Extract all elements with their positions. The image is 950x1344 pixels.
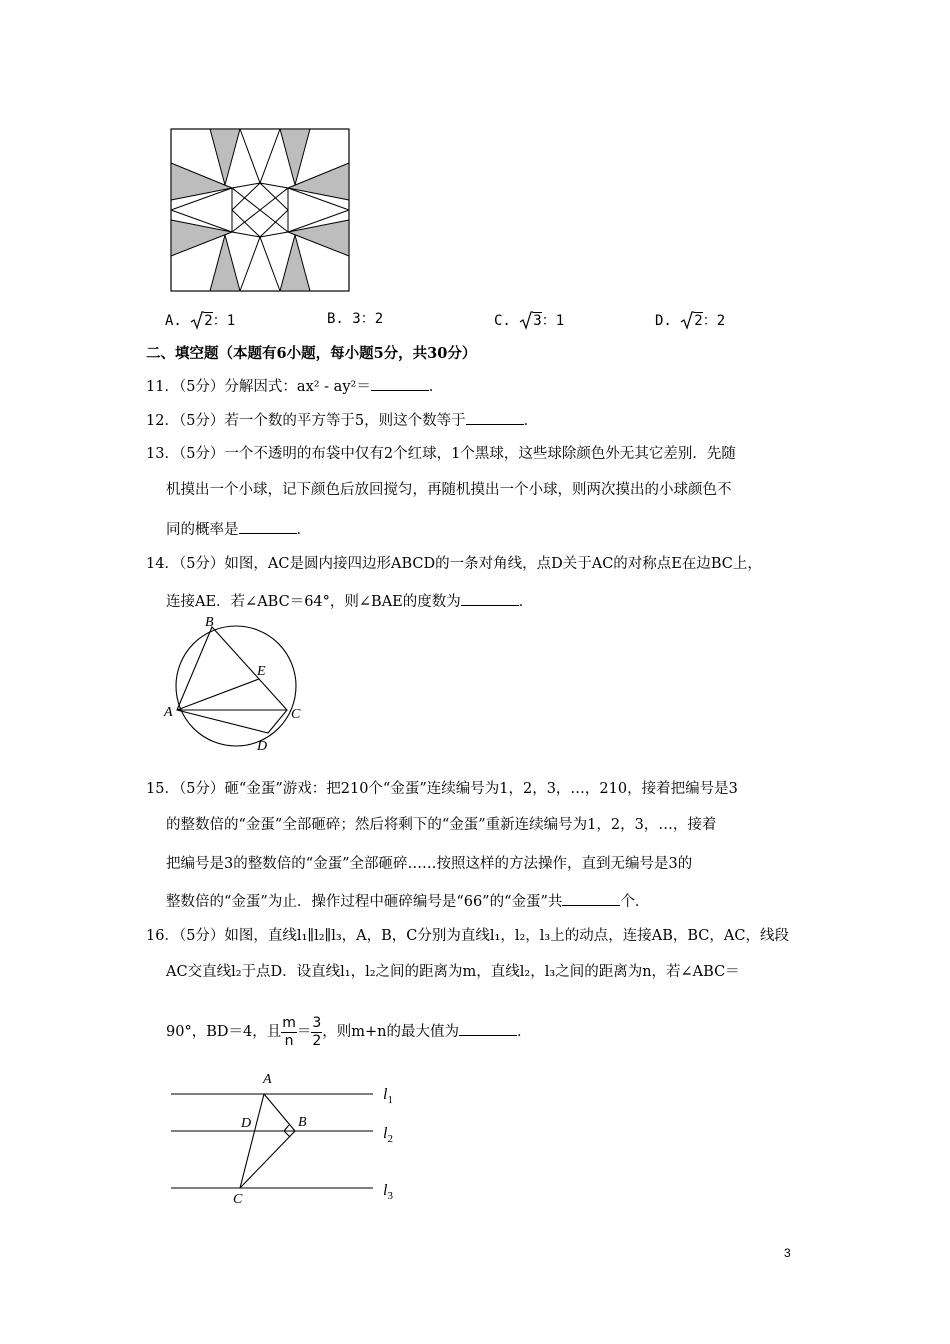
answer-blank[interactable]	[466, 410, 524, 425]
punct: ．	[428, 379, 444, 395]
answer-blank[interactable]	[461, 591, 519, 606]
question-15-line1	[146, 780, 738, 798]
question-number: 14．	[146, 556, 179, 572]
question-text: （5分）如图，AC是圆内接四边形ABCD的一条对角线，点D关于AC的对称点E在边BC上，	[178, 556, 762, 572]
question-15-line2: 的整数倍的“金蛋”全部砸碎；然后将剩下的“金蛋”重新连续编号为1，2，3，…，接着	[166, 817, 717, 833]
question-12	[146, 410, 538, 430]
page-number: 3	[784, 1246, 791, 1260]
answer-blank[interactable]	[239, 519, 297, 534]
frac-denominator: n	[284, 1032, 294, 1049]
question-number: 13．	[146, 446, 179, 462]
question-15-line4	[166, 891, 649, 911]
sqrt-icon	[519, 310, 533, 330]
question-text: ，则m+n的最大值为	[322, 1024, 460, 1040]
section-title: 二、填空题（本题有6小题，每小题5分，共30分）	[146, 345, 477, 362]
sqrt-radicand: 2	[204, 313, 213, 329]
choice-c-letter: C.	[494, 313, 511, 329]
question-text: （5分）砸“金蛋”游戏：把210个“金蛋”连续编号为1，2，3，…，210，接着把编号是3	[178, 781, 738, 797]
question-text: （5分）一个不透明的布袋中仅有2个红球，1个黑球，这些球除颜色外无其它差别．先随	[178, 446, 736, 462]
question-number: 12．	[146, 413, 179, 429]
label-l2: $l_2$	[383, 1125, 393, 1145]
choice-d	[655, 310, 725, 330]
question-text: 90°，BD＝4，且	[166, 1024, 282, 1040]
frac-numerator: 3	[312, 1014, 322, 1031]
frac-denominator: 2	[312, 1032, 322, 1049]
punct: ．	[517, 1024, 532, 1040]
question-text: 整数倍的“金蛋”为止．操作过程中砸碎编号是“66”的“金蛋”共	[166, 894, 563, 910]
label-d: D	[241, 1116, 252, 1131]
label-b: B	[298, 1115, 307, 1130]
choice-b-value: 3：2	[352, 311, 384, 327]
question-16-line1	[146, 927, 789, 945]
question-13-line3	[166, 519, 311, 539]
question-15-line3: 把编号是3的整数倍的“金蛋”全部砸碎……按照这样的方法操作，直到无编号是3的	[166, 856, 693, 872]
choice-c	[494, 310, 564, 330]
sqrt-radicand: 3	[533, 313, 542, 329]
punct: 个．	[620, 894, 650, 910]
punct: ．	[523, 413, 539, 429]
punct: ．	[518, 594, 534, 610]
question-number: 15．	[146, 781, 179, 797]
question-number: 11．	[146, 379, 179, 395]
choice-b-letter: B.	[327, 311, 344, 327]
sqrt-radicand: 2	[694, 313, 703, 329]
label-d: D	[257, 739, 268, 754]
choice-a	[165, 310, 235, 330]
q16-parallel-lines-figure	[165, 1068, 415, 1208]
question-text: （5分）若一个数的平方等于5，则这个数等于	[178, 413, 466, 429]
question-13-line1	[146, 445, 736, 463]
q14-circle-figure	[160, 612, 310, 757]
frac-numerator: m	[282, 1014, 296, 1031]
question-14-line1	[146, 555, 762, 573]
label-a: A	[164, 705, 173, 720]
choice-c-value: ：1	[541, 313, 565, 329]
label-e: E	[257, 664, 266, 679]
choice-d-value: ：2	[702, 313, 726, 329]
question-16-line3	[166, 1013, 532, 1051]
choice-b	[327, 310, 383, 328]
answer-blank[interactable]	[371, 376, 429, 391]
question-16-line2: AC交直线l₂于点D．设直线l₁，l₂之间的距离为m，直线l₂，l₃之间的距离为n，若∠ABC＝	[166, 964, 740, 980]
sqrt-icon	[680, 310, 694, 330]
question-number: 16．	[146, 928, 179, 944]
equals-sign: ＝	[296, 1024, 312, 1040]
label-l3: $l_3$	[383, 1182, 393, 1202]
label-c: C	[233, 1192, 243, 1207]
choice-d-letter: D.	[655, 313, 672, 329]
punct: ．	[296, 522, 311, 538]
label-b: B	[205, 615, 214, 630]
question-text: 同的概率是	[166, 522, 239, 538]
question-13-line2: 机摸出一个小球，记下颜色后放回搅匀，再随机摸出一个小球，则两次摸出的小球颜色不	[166, 482, 732, 498]
question-text: （5分）分解因式：ax² - ay²＝	[178, 379, 371, 395]
question-text: 连接AE．若∠ABC＝64°，则∠BAE的度数为	[166, 594, 461, 610]
label-c: C	[291, 707, 301, 722]
fraction-3-over-2	[311, 1015, 322, 1050]
question-text: （5分）如图，直线l₁∥l₂∥l₃，A，B，C分别为直线l₁，l₂，l₃上的动点，连接AB，BC，AC，线段	[178, 928, 789, 944]
answer-blank[interactable]	[459, 1021, 517, 1036]
sqrt-icon	[190, 310, 204, 330]
fraction-m-over-n	[281, 1015, 297, 1050]
label-a: A	[263, 1072, 272, 1087]
q10-pattern-figure	[170, 128, 351, 293]
question-14-line2	[166, 591, 533, 611]
label-l1: $l_1$	[383, 1086, 393, 1106]
choice-a-letter: A.	[165, 313, 182, 329]
answer-blank[interactable]	[562, 891, 620, 906]
question-11	[146, 376, 443, 396]
choice-a-value: ：1	[212, 313, 236, 329]
